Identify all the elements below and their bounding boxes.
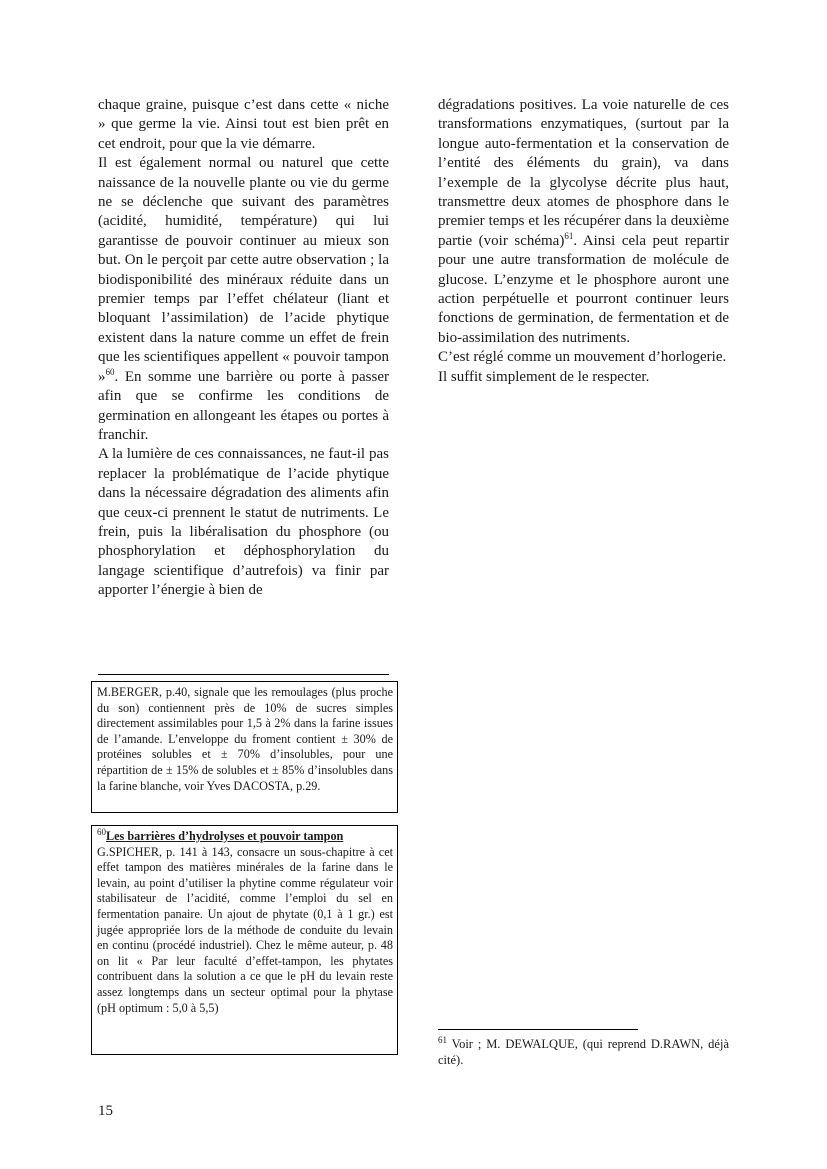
footnote-ref-61[interactable]: 61 bbox=[564, 230, 574, 241]
paragraph: chaque graine, puisque c’est dans cette « niche » que germe la vie. Ainsi tout est bien prêt en cet endroit, pour que la vie démarre. bbox=[98, 97, 389, 152]
right-column bbox=[438, 96, 729, 387]
footnote-box-60 bbox=[91, 825, 398, 1055]
paragraph: A la lumière de ces connaissances, ne faut-il pas replacer la problématique de l’acide phytique dans la nécessaire dégradation des aliments afin que ceux-ci prennent le statut de nutriments. Le frein, puis la libéralisation du phosphore (ou phosphorylation et déphosphorylation du langage scientifique d’autrefois) va finir par apporter l’énergie à bien de bbox=[98, 446, 389, 599]
paragraph bbox=[438, 96, 729, 348]
footnote-number: 61 bbox=[438, 1034, 447, 1045]
paragraph bbox=[98, 154, 389, 445]
paragraph: C’est réglé comme un mouvement d’horlogerie. bbox=[438, 349, 727, 366]
footnote-box bbox=[91, 681, 398, 813]
footnote-number: 60 bbox=[97, 826, 106, 837]
paragraph-text: Il est également normal ou naturel que cette naissance de la nouvelle plante ou vie du germe ne se déclenche que suivant des paramètres (acidité, humidité, température) qui lui garantisse de pouvoir continuer au mieux son but. On le perçoit par cette autre observation ; la biodisponibilité des minéraux réduite dans un premier temps par l’effet chélateur (liant et bloquant l’assimilation) de l’acide phytique existent dans la nature comme un effet de frein que les scientifiques appellent « pouvoir tampon » bbox=[98, 155, 389, 385]
footnote-title: Les barrières d’hydrolyses et pouvoir tampon bbox=[106, 829, 344, 843]
footnote-ref-60[interactable]: 60 bbox=[105, 366, 115, 377]
footnote-separator bbox=[438, 1029, 638, 1030]
footnote-text: M.BERGER, p.40, signale que les remoulages (plus proche du son) contiennent près de 10% de sucres simples directement assimilables pour 1,5 à 2% dans la farine issues de l’amande. L’enveloppe du froment contient ± 30% de protéines solubles et ± 70% d’insolubles, pour une répartition de ± 15% de solubles et ± 85% d’insolubles dans la farine blanche, voir Yves DACOSTA, p.29. bbox=[97, 685, 393, 793]
paragraph-text: . Ainsi cela peut repartir pour une autre transformation de molécule de glucose. L’enzyme et le phosphore auront une action perpétuelle et pourront continuer leurs fonctions de germination, de fermentation et de bio-assimilation des nutriments. bbox=[438, 232, 729, 346]
footnote-text: Voir ; M. DEWALQUE, (qui reprend D.RAWN, déjà cité). bbox=[438, 1037, 729, 1067]
footnote-separator bbox=[98, 674, 389, 675]
footnote-61 bbox=[438, 1036, 729, 1068]
left-column bbox=[98, 96, 389, 601]
paragraph-text: . En somme une barrière ou porte à passer afin que se confirme les conditions de germination en allongeant les étapes ou portes à franchir. bbox=[98, 368, 389, 443]
page-number: 15 bbox=[98, 1103, 113, 1119]
paragraph: Il suffit simplement de le respecter. bbox=[438, 368, 650, 385]
footnote-text: G.SPICHER, p. 141 à 143, consacre un sous-chapitre à cet effet tampon des matières minérales de la farine dans le levain, au point d’utiliser la phytine comme régulateur voir stabilisateur de l’acidité, comme l’emploi du sel en fermentation panaire. Un ajout de phytate (0,1 à 1 gr.) est jugée appropriée lors de la méthode de conduite du levain en continu (procédé industriel). Chez le même auteur, p. 48 on lit « Par leur faculté d’effet-tampon, les phytates contribuent dans la solution a ce que le pH du levain reste assez longtemps dans un secteur optimal pour la phytase (pH optimum : 5,0 à 5,5) bbox=[97, 844, 393, 1015]
paragraph-text: dégradations positives. La voie naturelle de ces transformations enzymatiques, (surtout par la longue auto-fermentation et la conservation de l’entité des éléments du grain), va dans l’exemple de la glycolyse décrite plus haut, transmettre deux atomes de phosphore dans le premier temps et les récupérer dans la deuxième partie (voir schéma) bbox=[438, 97, 729, 249]
